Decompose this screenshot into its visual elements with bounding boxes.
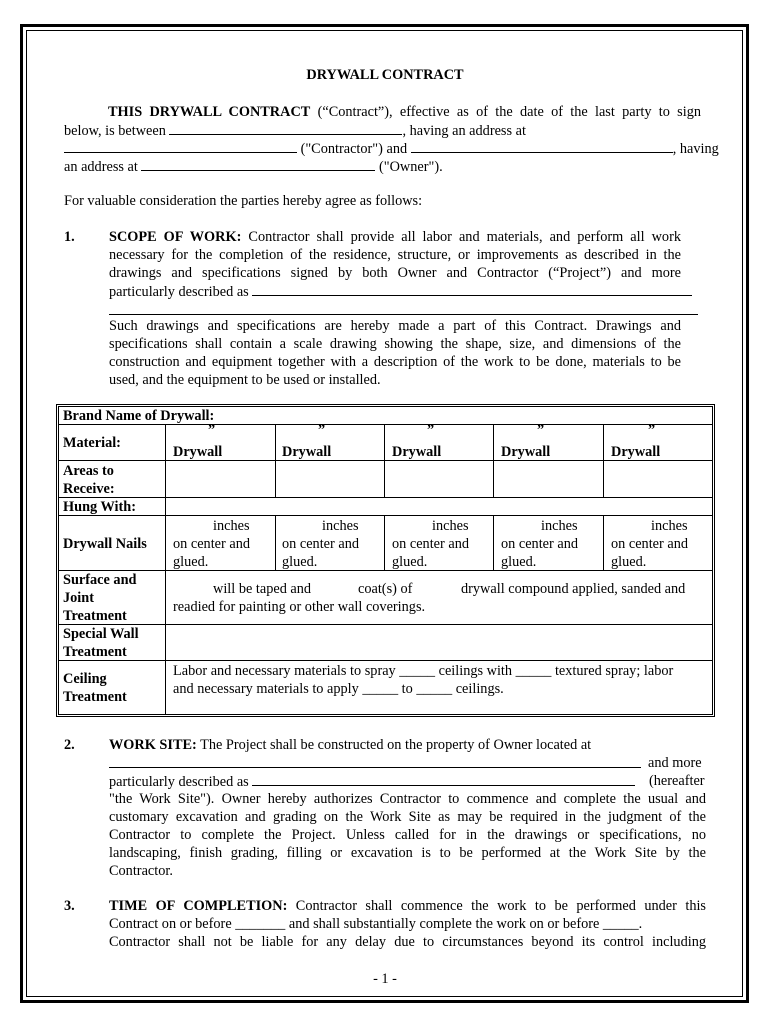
table-rule xyxy=(58,660,713,661)
section-2-line-3-end: (hereafter xyxy=(649,773,705,789)
surface-text-b: coat(s) of xyxy=(358,581,413,597)
surface-label-1: Surface and xyxy=(63,572,137,588)
section-1-line-1: SCOPE OF WORK: Contractor shall provide all labor and materials, and perform all work xyxy=(109,229,681,245)
section-1-para2-line-2: specifications shall contain a scale drawing showing the shape, size, and dimensions of the xyxy=(109,336,681,352)
areas-label-1: Areas to xyxy=(63,463,114,479)
section-1-number: 1. xyxy=(64,229,75,245)
nails-5-glued: glued. xyxy=(611,554,647,570)
blank-work-site[interactable] xyxy=(252,772,635,786)
areas-label-2: Receive: xyxy=(63,481,115,497)
nails-2-center: on center and xyxy=(282,536,360,552)
material-5-quote: ” xyxy=(648,422,656,438)
table-col-rule xyxy=(384,515,385,570)
page-number: - 1 - xyxy=(373,971,397,987)
table-rule xyxy=(58,515,713,516)
nails-5-center: on center and xyxy=(611,536,689,552)
table-col-rule xyxy=(384,424,385,497)
section-2-line-1: WORK SITE: The Project shall be constructed on the property of Owner located at xyxy=(109,737,592,753)
ceiling-text-2: and necessary materials to apply _____ to _____ ceilings. xyxy=(173,681,504,697)
nails-1-inches: inches xyxy=(213,518,250,534)
blank-contractor-address[interactable] xyxy=(64,139,297,153)
hung-with-label: Hung With: xyxy=(63,499,136,515)
table-col-rule xyxy=(603,424,604,497)
brand-name-label: Brand Name of Drywall: xyxy=(63,408,215,424)
section-1-line-2: necessary for the completion of the residence, structure, or improvements as described in the xyxy=(109,247,681,263)
material-3-quote: ” xyxy=(427,422,435,438)
nails-5-inches: inches xyxy=(651,518,688,534)
section-3-number: 3. xyxy=(64,898,75,914)
section-2-line-2 xyxy=(109,754,641,773)
blank-property-location[interactable] xyxy=(109,754,641,768)
section-1-line-4: particularly described as xyxy=(109,282,692,301)
section-1-para2-line-3: construction and equipment together with a description of the work to be done, materials to be xyxy=(109,354,681,370)
surface-label-2: Joint xyxy=(63,590,94,606)
blank-owner-address[interactable] xyxy=(141,157,375,171)
section-2-line-7: landscaping, finish grading, filling or excavation is to be performed at the Work Site by the xyxy=(109,845,706,861)
nails-2-inches: inches xyxy=(322,518,359,534)
nails-3-center: on center and xyxy=(392,536,470,552)
material-4-drywall: Drywall xyxy=(501,444,551,460)
section-3-line-3: Contractor shall not be liable for any delay due to circumstances beyond its control including xyxy=(109,934,706,950)
material-2-drywall: Drywall xyxy=(282,444,332,460)
table-col-rule xyxy=(165,424,166,715)
blank-party-1[interactable] xyxy=(169,121,402,135)
blank-party-2[interactable] xyxy=(411,139,673,153)
material-3-drywall: Drywall xyxy=(392,444,442,460)
table-col-rule xyxy=(275,424,276,497)
table-col-rule xyxy=(275,515,276,570)
surface-text-a: will be taped and xyxy=(213,581,312,597)
nails-1-glued: glued. xyxy=(173,554,209,570)
table-rule xyxy=(58,497,713,498)
section-3-line-1: TIME OF COMPLETION: Contractor shall commence the work to be performed under this xyxy=(109,898,706,914)
blank-project-description-2[interactable] xyxy=(109,314,698,315)
material-1-drywall: Drywall xyxy=(173,444,223,460)
intro-line-3: ("Contractor") and , having xyxy=(64,139,719,158)
section-2-number: 2. xyxy=(64,737,75,753)
material-5-drywall: Drywall xyxy=(611,444,661,460)
table-rule xyxy=(58,624,713,625)
surface-label-3: Treatment xyxy=(63,608,127,624)
table-col-rule xyxy=(493,515,494,570)
nails-1-center: on center and xyxy=(173,536,251,552)
section-2-line-4: "the Work Site"). Owner hereby authorizes Contractor to commence and complete the usual and xyxy=(109,791,706,807)
material-label: Material: xyxy=(63,435,121,451)
ceiling-label-1: Ceiling xyxy=(63,671,107,687)
drywall-nails-label: Drywall Nails xyxy=(63,536,147,552)
section-1-para2-line-4: used, and the equipment to be used or installed. xyxy=(109,372,381,388)
nails-4-center: on center and xyxy=(501,536,579,552)
nails-3-inches: inches xyxy=(432,518,469,534)
table-col-rule xyxy=(493,424,494,497)
section-1-line-3: drawings and specifications signed by both Owner and Contractor (“Project”) and more xyxy=(109,265,681,281)
ceiling-text-1: Labor and necessary materials to spray _____ ceilings with _____ textured spray; labor xyxy=(173,663,674,679)
section-3-line-2: Contract on or before _______ and shall substantially complete the work on or before _____. xyxy=(109,916,643,932)
blank-project-description[interactable] xyxy=(252,282,692,296)
intro-line-4: an address at ("Owner"). xyxy=(64,159,443,175)
material-4-quote: ” xyxy=(537,422,545,438)
material-1-quote: ” xyxy=(208,422,216,438)
section-2-line-5: customary excavation and grading on the Work Site as may be required in the judgment of the xyxy=(109,809,706,825)
section-2-line-8: Contractor. xyxy=(109,863,173,879)
document-title: DRYWALL CONTRACT xyxy=(306,67,464,83)
section-2-line-6: Contractor to complete the Project. Unless called for in the drawings or specifications, no xyxy=(109,827,706,843)
special-wall-label-2: Treatment xyxy=(63,644,127,660)
table-col-rule xyxy=(603,515,604,570)
special-wall-label-1: Special Wall xyxy=(63,626,139,642)
section-1-para2-line-1: Such drawings and specifications are hereby made a part of this Contract. Drawings and xyxy=(109,318,681,334)
surface-text-c: drywall compound applied, sanded and xyxy=(461,581,686,597)
nails-4-glued: glued. xyxy=(501,554,537,570)
nails-3-glued: glued. xyxy=(392,554,428,570)
intro-line-1: THIS DRYWALL CONTRACT (“Contract”), effective as of the date of the last party to sign xyxy=(108,104,701,120)
consideration-text: For valuable consideration the parties hereby agree as follows: xyxy=(64,193,423,209)
nails-4-inches: inches xyxy=(541,518,578,534)
material-2-quote: ” xyxy=(318,422,326,438)
section-2-line-2-end: and more xyxy=(648,755,702,771)
section-2-line-3: particularly described as xyxy=(109,772,635,791)
ceiling-label-2: Treatment xyxy=(63,689,127,705)
intro-line-2: below, is between , having an address at xyxy=(64,123,526,139)
nails-2-glued: glued. xyxy=(282,554,318,570)
surface-text-2: readied for painting or other wall coverings. xyxy=(173,599,426,615)
